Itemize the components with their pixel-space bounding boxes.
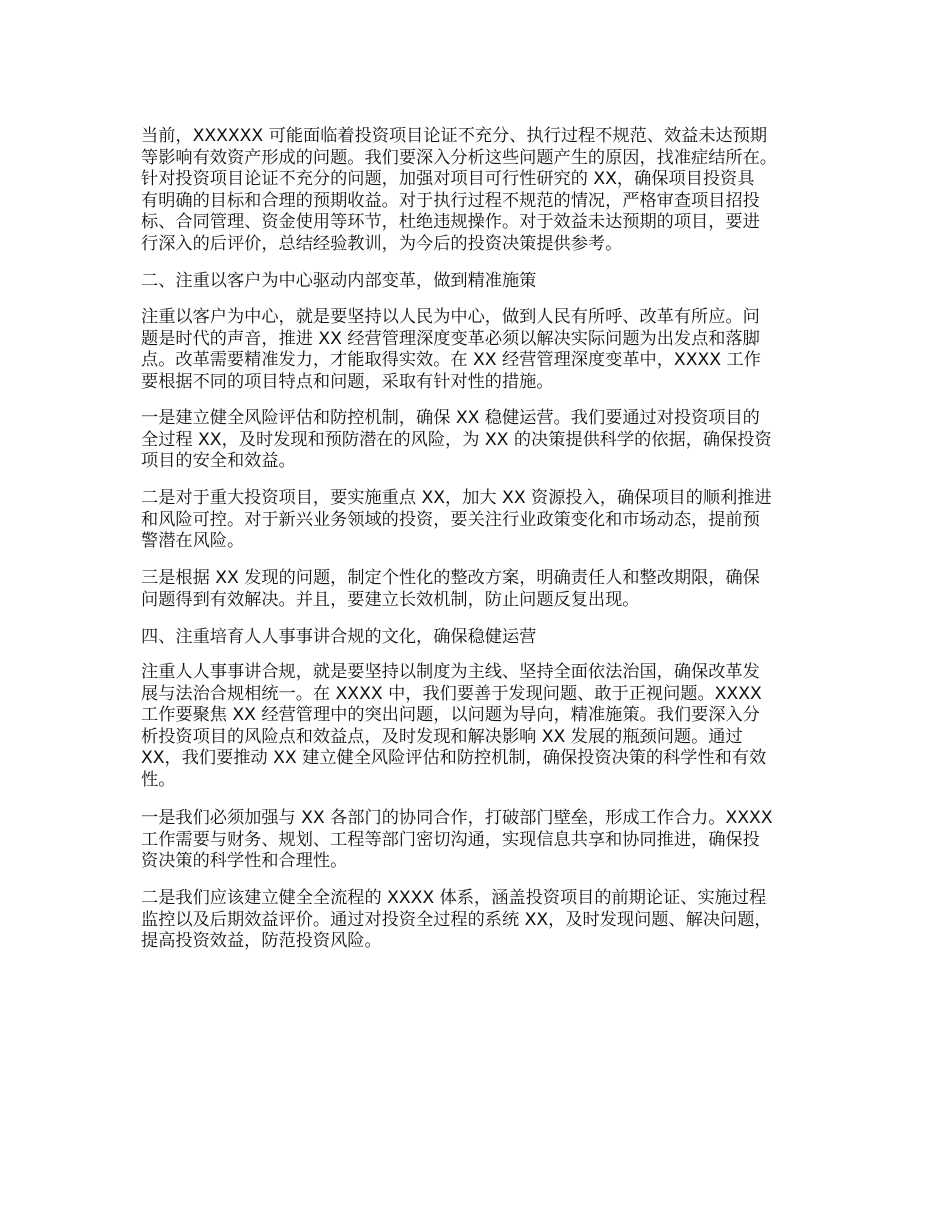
text-line: 全过程 XX，及时发现和预防潜在的风险，为 XX 的决策提供科学的依据，确保投资 [141, 429, 772, 450]
text-line: 注重以客户为中心，就是要坚持以人民为中心，做到人民有所呼、改革有所应。问 [141, 307, 760, 327]
text-line: 警潜在风险。 [141, 531, 245, 551]
text-line: 性。 [141, 769, 176, 790]
text-line: 工作要聚焦 XX 经营管理中的突出问题，以问题为导向，精准施策。我们要深入分 [141, 705, 760, 725]
text-line: 问题得到有效解决。并且，要建立长效机制，防止问题反复出现。 [141, 589, 640, 610]
section-heading [141, 271, 821, 293]
text-line: 析投资项目的风险点和效益点，及时发现和解决影响 XX 发展的瓶颈问题。通过 [141, 726, 743, 747]
text-line: 展与法治合规相统一。在 XXXX 中，我们要善于发现问题、敢于正视问题。XXXX [141, 683, 762, 704]
text-line: 一是我们必须加强与 XX 各部门的协同合作，打破部门壁垒，形成工作合力。XXXX [141, 808, 773, 828]
text-line: 题是时代的声音，推进 XX 经营管理深度变革必须以解决实际问题为出发点和落脚 [141, 328, 760, 349]
text-line: 三是根据 XX 发现的问题，制定个性化的整改方案，明确责任人和整改期限，确保 [141, 568, 760, 588]
text-line: 项目的安全和效益。 [141, 451, 296, 471]
text-line: 有明确的目标和合理的预期收益。对于执行过程不规范的情况，严格审查项目招投 [141, 190, 760, 211]
body-paragraph [141, 408, 821, 473]
text-line: 当前，XXXXXX 可能面临着投资项目论证不充分、执行过程不规范、效益未达预期 [141, 126, 768, 146]
text-line: 监控以及后期效益评价。通过对投资全过程的系统 XX，及时发现问题、解决问题， [141, 909, 772, 930]
body-paragraph [141, 126, 821, 255]
text-line: 标、合同管理、资金使用等环节，杜绝违规操作。对于效益未达预期的项目，要进 [141, 212, 760, 232]
body-paragraph [141, 307, 821, 393]
text-line: XX，我们要推动 XX 建立健全风险评估和防控机制，确保投资决策的科学性和有效 [141, 748, 767, 768]
text-line: 行深入的后评价，总结经验教训，为今后的投资决策提供参考。 [141, 233, 623, 254]
body-paragraph [141, 662, 821, 791]
text-line: 二是我们应该建立健全全流程的 XXXX 体系，涵盖投资项目的前期论证、实施过程 [141, 888, 767, 908]
text-line: 二、注重以客户为中心驱动内部变革，做到精准施策 [141, 271, 537, 291]
body-paragraph [141, 488, 821, 553]
text-line: 四、注重培育人人事事讲合规的文化，确保稳健运营 [141, 627, 537, 647]
text-line: 针对投资项目论证不充分的问题，加强对项目可行性研究的 XX，确保项目投资具 [141, 169, 755, 189]
body-paragraph [141, 808, 821, 873]
body-paragraph [141, 888, 821, 953]
text-line: 提高投资效益，防范投资风险。 [141, 931, 382, 951]
text-line: 资决策的科学性和合理性。 [141, 851, 348, 871]
text-line: 要根据不同的项目特点和问题，采取有针对性的措施。 [141, 371, 554, 392]
text-line: 一是建立健全风险评估和防控机制，确保 XX 稳健运营。我们要通过对投资项目的 [141, 408, 760, 428]
text-line: 和风险可控。对于新兴业务领域的投资，要关注行业政策变化和市场动态，提前预 [141, 509, 760, 530]
section-heading [141, 627, 821, 649]
text-line: 注重人人事事讲合规，就是要坚持以制度为主线、坚持全面依法治国，确保改革发 [141, 662, 760, 682]
text-line: 二是对于重大投资项目，要实施重点 XX，加大 XX 资源投入，确保项目的顺利推进 [141, 488, 772, 508]
body-paragraph [141, 568, 821, 611]
text-line: 等影响有效资产形成的问题。我们要深入分析这些问题产生的原因，找准症结所在。 [141, 147, 777, 168]
text-line: 点。改革需要精准发力，才能取得实效。在 XX 经营管理深度变革中，XXXX 工作 [141, 350, 761, 370]
text-line: 工作需要与财务、规划、工程等部门密切沟通，实现信息共享和协同推进，确保投 [141, 829, 760, 850]
